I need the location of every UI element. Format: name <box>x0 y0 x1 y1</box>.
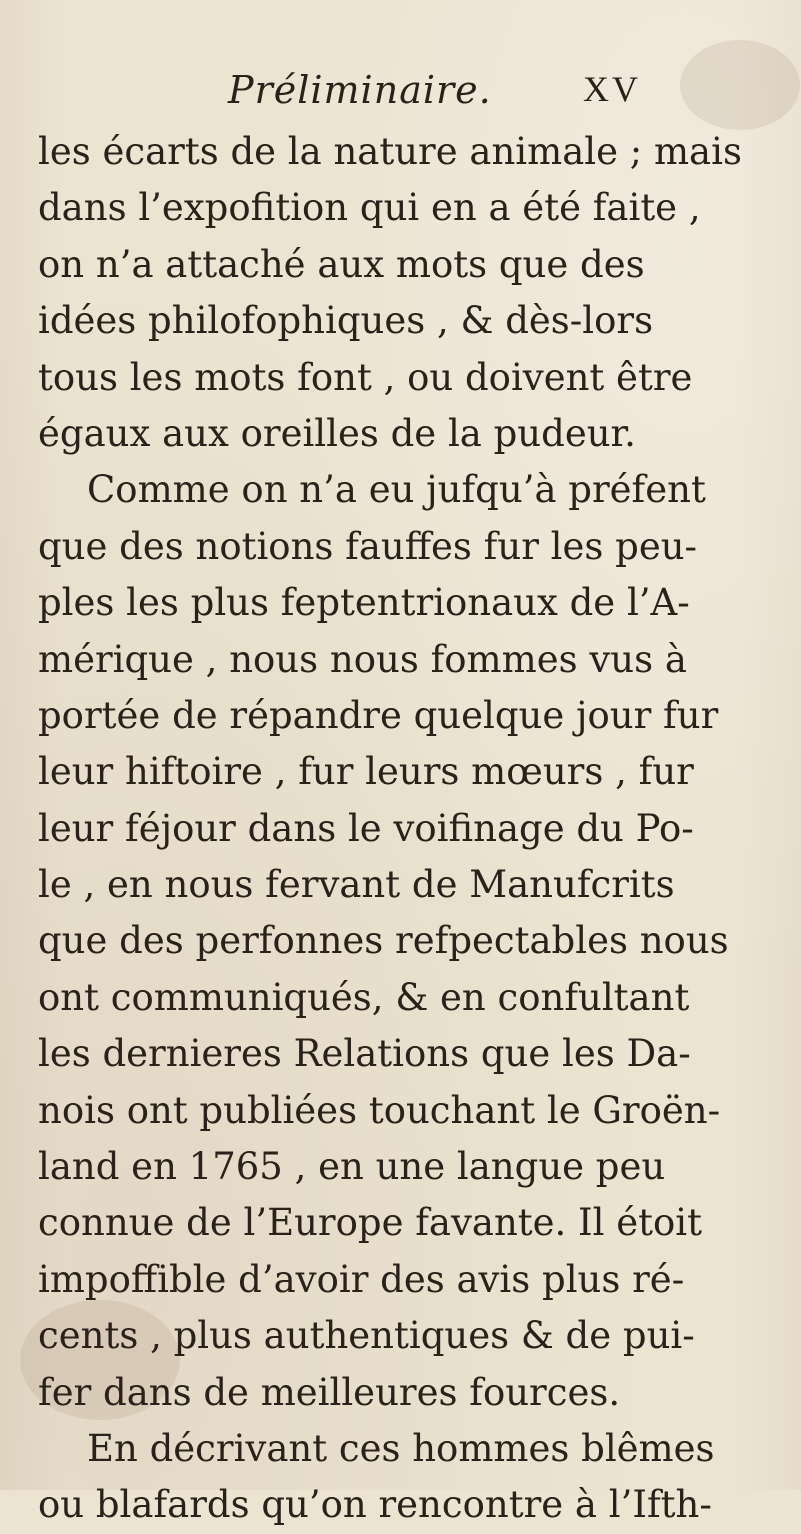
text-line: les dernieres Relations que les Da- <box>38 1032 691 1076</box>
text-line: que des notions fauffes fur les peu- <box>38 524 698 568</box>
page-number: XV <box>583 69 641 109</box>
text-line: les écarts de la nature animale ; mais <box>38 130 742 173</box>
text-line: tous les mots font , ou doivent être <box>38 355 693 399</box>
text-line: idées philofophiques , & dès-lors <box>38 299 654 343</box>
text-line: impoffible d’avoir des avis plus ré- <box>38 1257 685 1301</box>
text-line: land en 1765 , en une langue peu <box>38 1145 666 1189</box>
text-line: leur féjour dans le voifinage du Po- <box>38 806 694 850</box>
text-line: leur hiftoire , fur leurs mœurs , fur <box>38 750 694 794</box>
text-line: que des perfonnes refpectables nous <box>38 919 729 963</box>
running-head <box>0 58 801 118</box>
paragraph-first-line: Comme on n’a eu jufqu’à préfent <box>87 468 706 512</box>
paragraph-first-line: En décrivant ces hommes blêmes <box>87 1426 715 1470</box>
running-title: Préliminaire. <box>228 68 492 112</box>
text-line: on n’a attaché aux mots que des <box>38 242 645 286</box>
text-line: ou blafards qu’on rencontre à l’Ifth- <box>38 1483 712 1527</box>
text-line: mérique , nous nous fommes vus à <box>38 637 687 681</box>
text-line: cents , plus authentiques & de pui- <box>38 1314 695 1358</box>
text-line: égaux aux oreilles de la pudeur. <box>38 411 636 455</box>
text-line: dans l’expofition qui en a été faite , <box>38 186 701 230</box>
text-line: connue de l’Europe favante. Il étoit <box>38 1201 703 1245</box>
text-line: ples les plus feptentrionaux de l’A- <box>38 581 690 625</box>
text-line: fer dans de meilleures fources. <box>38 1370 621 1414</box>
text-line: le , en nous fervant de Manufcrits <box>38 863 675 907</box>
body-text <box>38 124 763 1533</box>
text-line: ont communiqués, & en confultant <box>38 975 690 1019</box>
text-line: nois ont publiées touchant le Groën- <box>38 1088 721 1132</box>
text-line: portée de répandre quelque jour fur <box>38 693 719 737</box>
